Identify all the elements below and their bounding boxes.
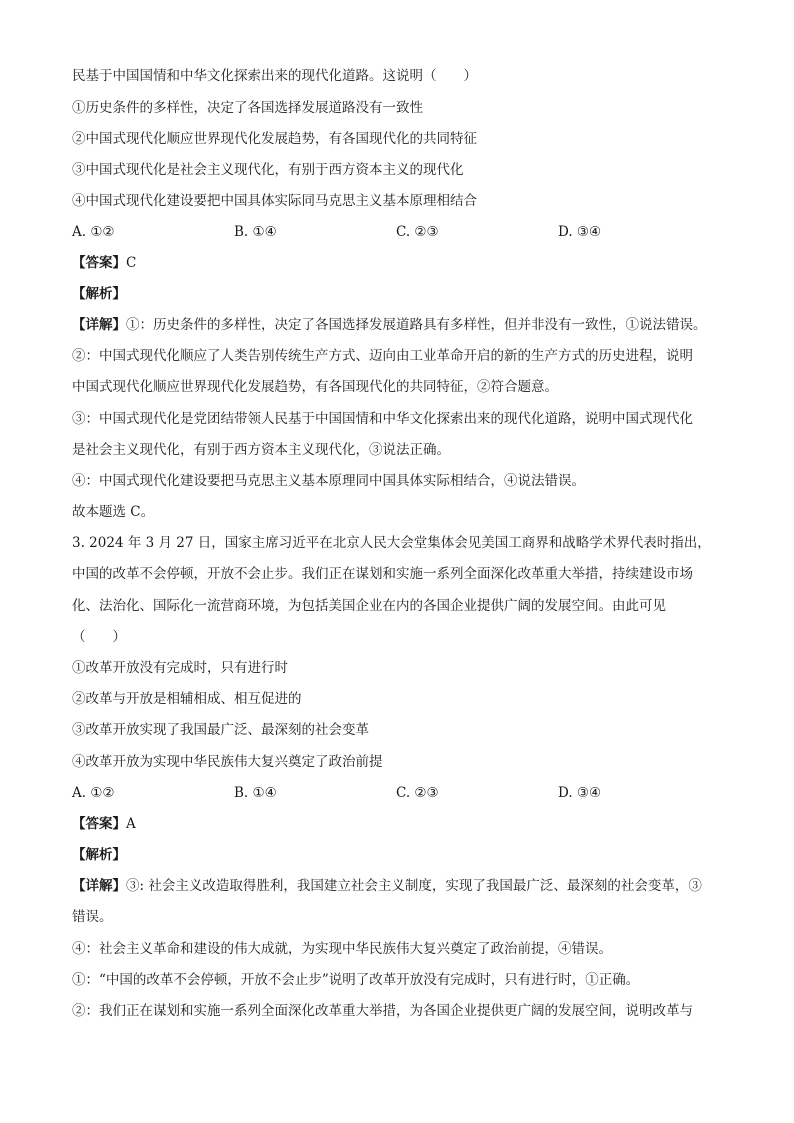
q3-answer-value: A xyxy=(126,816,136,832)
q3-answer xyxy=(72,814,724,834)
q3-stem-1: 3. 2024 年 3 月 27 日，国家主席习近平在北京人民大会堂集体会见美国工商界和战略学术界代表时指出， xyxy=(72,535,711,551)
q3-detail-2: 错误。 xyxy=(72,909,113,925)
q2-detail-3: 中国式现代化顺应世界现代化发展趋势，有各国现代化的共同特征，②符合题意。 xyxy=(72,379,558,395)
q3-detail-1 xyxy=(72,876,724,896)
q2-detail-2: ②：中国式现代化顺应了人类告别传统生产方式、迈向由工业革命开启的新的生产方式的历史进程，说明 xyxy=(72,348,693,364)
q2-conclusion: 故本题选 C。 xyxy=(72,504,155,520)
q2-answer-value: C xyxy=(126,255,137,271)
q3-detail-4: ①：“中国的改革不会停顿，开放不会止步”说明了改革开放没有完成时，只有进行时，①正确。 xyxy=(72,972,640,988)
q3-answer-label: 【答案】 xyxy=(72,816,126,832)
q3-detail-5: ②：我们正在谋划和实施一系列全面深化改革重大举措，为各国企业提供更广阔的发展空间，说明改革与 xyxy=(72,1003,693,1019)
q3-stem-3: 化、法治化、国际化一流营商环境，为包括美国企业在内的各国企业提供广阔的发展空间。由此可见 xyxy=(72,598,666,614)
q2-statement-2: ②中国式现代化顺应世界现代化发展趋势，有各国现代化的共同特征 xyxy=(72,131,477,147)
q2-options xyxy=(72,222,724,242)
q2-option-c: C. ②③ xyxy=(396,224,439,240)
q3-analysis-label: 【解析】 xyxy=(72,847,126,863)
q2-analysis-label: 【解析】 xyxy=(72,286,126,302)
q3-statement-2: ②改革与开放是相辅相成、相互促进的 xyxy=(72,691,302,707)
q3-option-b: B. ①④ xyxy=(234,785,277,801)
q3-option-c: C. ②③ xyxy=(396,785,439,801)
q2-detail-label: 【详解】 xyxy=(72,317,126,333)
q3-statement-1: ①改革开放没有完成时，只有进行时 xyxy=(72,660,288,676)
q2-option-b: B. ①④ xyxy=(234,224,277,240)
q2-stem-tail: 民基于中国国情和中华文化探索出来的现代化道路。这说明（ ） xyxy=(72,68,477,84)
q2-detail-1 xyxy=(72,315,724,335)
q2-answer xyxy=(72,253,724,273)
q2-statement-4: ④中国式现代化建设要把中国具体实际同马克思主义基本原理相结合 xyxy=(72,193,477,209)
q3-detail-3: ④：社会主义革命和建设的伟大成就，为实现中华民族伟大复兴奠定了政治前提，④错误。 xyxy=(72,941,612,957)
q3-option-a: A. ①② xyxy=(72,785,115,801)
q3-statement-3: ③改革开放实现了我国最广泛、最深刻的社会变革 xyxy=(72,722,369,738)
q2-detail-text-1: ①：历史条件的多样性，决定了各国选择发展道路具有多样性，但并非没有一致性，①说法错误。 xyxy=(126,317,707,333)
q3-option-d: D. ③④ xyxy=(558,785,602,801)
q2-option-a: A. ①② xyxy=(72,224,115,240)
q2-detail-4: ③：中国式现代化是党团结带领人民基于中国国情和中华文化探索出来的现代化道路，说明中国式现代化 xyxy=(72,411,693,427)
q2-detail-6: ④：中国式现代化建设要把马克思主义基本原理同中国具体实际相结合，④说法错误。 xyxy=(72,473,585,489)
q3-options xyxy=(72,783,724,803)
q2-option-d: D. ③④ xyxy=(558,224,602,240)
q3-statement-4: ④改革开放为实现中华民族伟大复兴奠定了政治前提 xyxy=(72,754,383,770)
q3-stem-4: （ ） xyxy=(72,629,126,645)
q2-statement-3: ③中国式现代化是社会主义现代化，有别于西方资本主义的现代化 xyxy=(72,162,464,178)
q2-statement-1: ①历史条件的多样性，决定了各国选择发展道路没有一致性 xyxy=(72,100,423,116)
q2-answer-label: 【答案】 xyxy=(72,255,126,271)
q3-detail-text-1: ③: 社会主义改造取得胜利，我国建立社会主义制度，实现了我国最广泛、最深刻的社会变革，③ xyxy=(126,878,702,894)
q3-stem-2: 中国的改革不会停顿，开放不会止步。我们正在谋划和实施一系列全面深化改革重大举措，持续建设市场 xyxy=(72,566,693,582)
q2-detail-5: 是社会主义现代化，有别于西方资本主义现代化，③说法正确。 xyxy=(72,442,450,458)
q3-detail-label: 【详解】 xyxy=(72,878,126,894)
